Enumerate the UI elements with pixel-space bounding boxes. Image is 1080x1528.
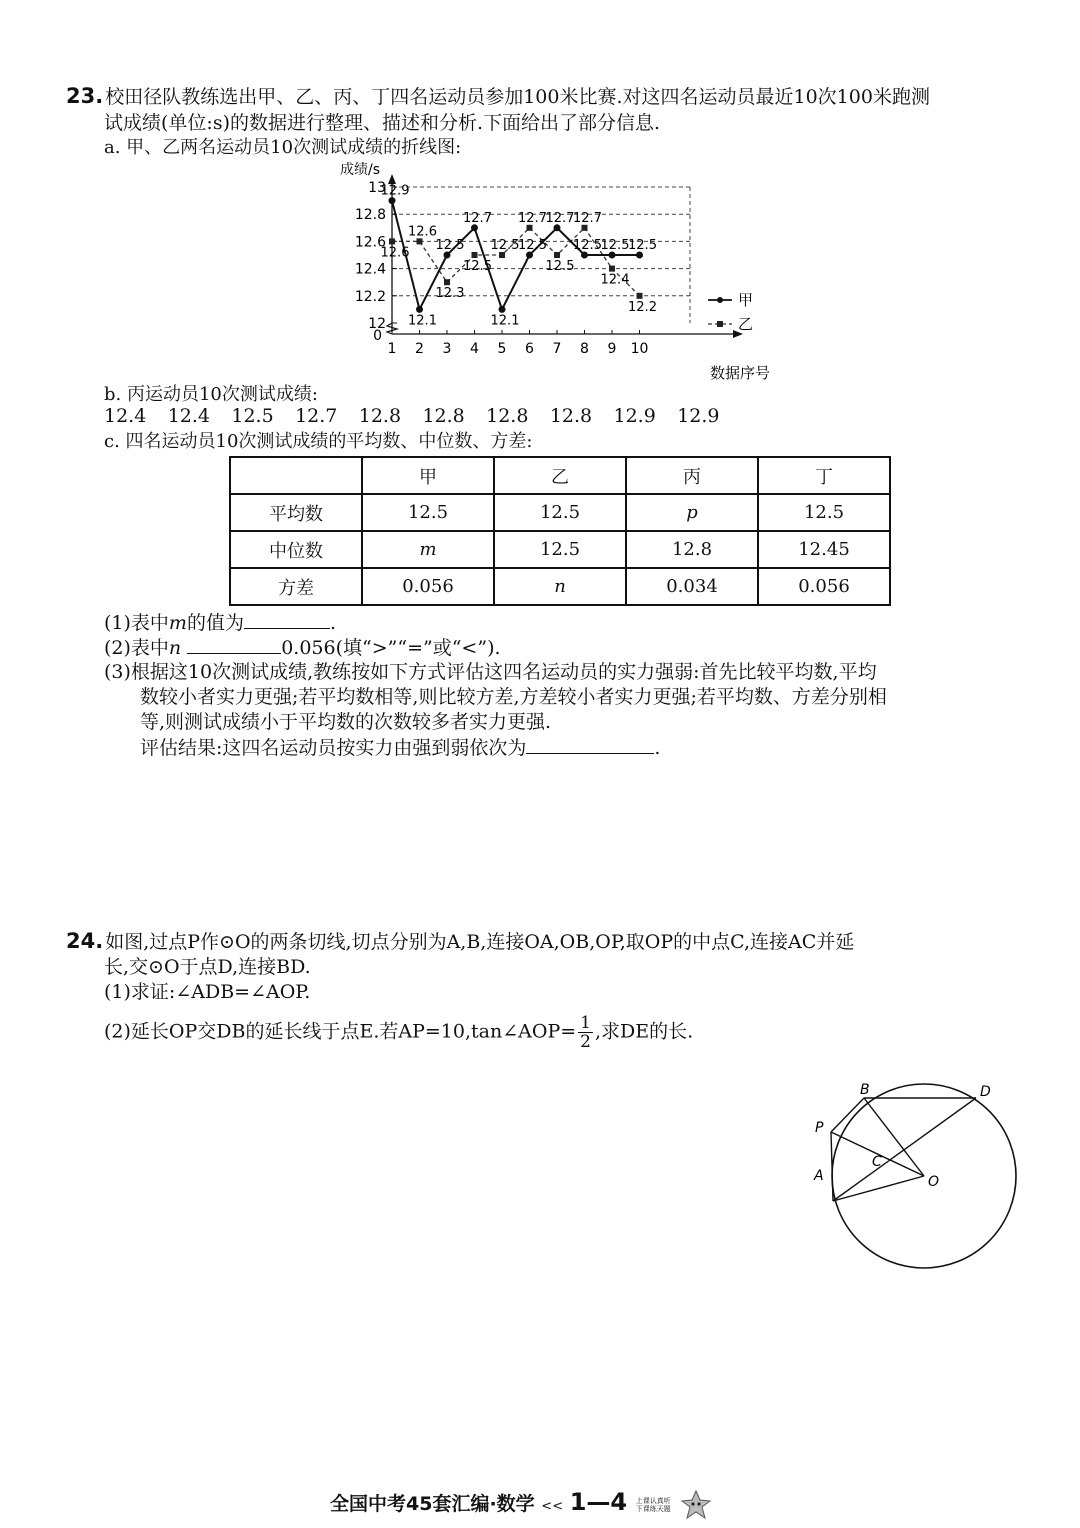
table-cell: 12.5 (758, 494, 890, 531)
chart-x-tick-label: 4 (470, 341, 479, 357)
chart-labels (381, 184, 753, 333)
table-row-median (230, 531, 890, 568)
q24-sub2: (2)延长OP交DB的延长线于点E.若AP=10,tan∠AOP= $\frac{1}{2}$ ,求DE的长. (104, 1013, 694, 1052)
table-row-variance (230, 568, 890, 605)
label-a: A (814, 1168, 824, 1184)
bing-score: 12.4 (167, 405, 210, 427)
line-chart (330, 152, 790, 388)
series-yi-data-label: 12.7 (518, 210, 547, 226)
chart-y-tick-label: 12.4 (354, 261, 386, 278)
answer-blank-n[interactable] (187, 635, 281, 654)
table-cell: 0.056 (758, 568, 890, 605)
segment-pb (831, 1098, 864, 1132)
series-yi-data-label: 12.5 (463, 259, 492, 274)
table-cell: 0.034 (626, 568, 758, 605)
chart-x-tick-label: 6 (525, 341, 534, 357)
q23-number: 23. (66, 84, 104, 108)
table-cell (230, 457, 362, 494)
footer-slogan: 上课认真听 下课练天题 (635, 1496, 671, 1513)
chart-x-tick-label: 8 (580, 341, 589, 357)
chart-x-tick-label: 7 (552, 341, 562, 357)
table-row-label: 平均数 (230, 494, 362, 531)
chart-x-tick-label: 1 (387, 341, 397, 357)
q23-part-c: c. 四名运动员10次测试成绩的平均数、中位数、方差: (104, 431, 533, 452)
chart-y-axis-label: 成绩/s (340, 162, 381, 178)
mascot-icon (681, 1490, 711, 1520)
table-cell: 12.45 (758, 531, 890, 568)
series-yi-point (609, 266, 615, 272)
series-yi-point (637, 293, 643, 299)
q23-stem-line2: 试成绩(单位:s)的数据进行整理、描述和分析.下面给出了部分信息. (104, 112, 661, 134)
answer-blank-m[interactable] (244, 610, 330, 629)
table-cell: 12.5 (362, 494, 494, 531)
series-yi-point (554, 252, 560, 258)
label-p: P (815, 1120, 824, 1136)
series-yi-point (472, 252, 478, 258)
series-yi-point (444, 279, 450, 285)
bing-score: 12.5 (231, 405, 274, 427)
series-jia-data-label: 12.1 (408, 313, 437, 329)
table-cell-p: p (626, 494, 758, 531)
bing-score: 12.8 (549, 405, 593, 427)
q24-stem-line1: 24. 如图,过点P作⊙O的两条切线,切点分别为A,B,连接OA,OB,OP,取OP的中点C,连接AC并延 (66, 929, 855, 953)
table-header-ding: 丁 (758, 457, 890, 494)
legend-yi-label: 乙 (738, 315, 754, 333)
series-jia-data-label: 12.5 (435, 238, 465, 253)
series-yi-data-label: 12.7 (573, 210, 602, 226)
series-jia-data-label: 12.1 (490, 313, 520, 329)
q23-sub3-line2: 数较小者实力更强;若平均数相等,则比较方差,方差较小者实力更强;若平均数、方差分别相 (140, 686, 887, 708)
q23-sub3-line1: (3)根据这10次测试成绩,教练按如下方式评估这四名运动员的实力强弱:首先比较平均数,平均 (104, 661, 877, 683)
series-jia-data-label: 12.5 (600, 238, 630, 253)
q24-stem-line2: 长,交⊙O于点D,连接BD. (104, 956, 311, 978)
series-yi-data-label: 12.2 (628, 299, 657, 315)
bing-score: 12.8 (358, 405, 402, 427)
bing-score: 12.7 (295, 405, 338, 427)
label-c: C (872, 1154, 882, 1170)
chart-origin-label: 0 (373, 328, 382, 344)
bing-score: 12.9 (677, 405, 720, 427)
legend-jia-label: 甲 (738, 291, 754, 309)
series-yi-data-label: 12.3 (435, 286, 465, 302)
table-header-yi: 乙 (494, 457, 626, 494)
series-yi-data-label: 12.5 (545, 259, 575, 274)
label-o: O (928, 1174, 940, 1190)
series-jia-point (499, 306, 506, 313)
bing-scores (104, 405, 741, 427)
q23-sub2: (2)表中n 0.056(填“>”“=”或“<”). (104, 637, 501, 659)
stats-table (229, 456, 891, 606)
q24-sub1: (1)求证:∠ADB=∠AOP. (104, 981, 311, 1003)
table-header-jia: 甲 (362, 457, 494, 494)
bing-score: 12.8 (486, 405, 529, 427)
series-yi-data-label: 12.4 (600, 272, 630, 288)
chart-y-tick-label: 12.2 (354, 288, 386, 305)
chart-x-tick-label: 5 (497, 341, 507, 357)
table-header-row (230, 457, 890, 494)
series-yi-data-label: 12.5 (490, 238, 520, 253)
chart-x-tick-label: 10 (630, 341, 649, 357)
series-jia-data-label: 12.5 (518, 238, 547, 253)
table-cell: 12.5 (494, 494, 626, 531)
bing-score: 12.8 (422, 405, 465, 427)
q24-number: 24. (66, 929, 104, 953)
legend-yi-marker (717, 321, 723, 327)
chart-y-arrow (388, 174, 396, 184)
circle-tangent-figure (800, 1070, 1040, 1270)
label-d: D (980, 1084, 991, 1100)
legend-jia-marker (717, 297, 723, 303)
series-yi-point (389, 238, 395, 244)
series-jia-data-label: 12.7 (463, 210, 492, 226)
fraction-one-half: $\frac{1}{2}$ (580, 1013, 591, 1052)
series-jia-point (416, 306, 423, 313)
series-yi-data-label: 12.6 (380, 245, 410, 261)
chart-x-tick-label: 9 (607, 341, 617, 357)
chart-x-tick-label: 3 (442, 341, 452, 357)
table-cell: 12.5 (494, 531, 626, 568)
series-yi-data-label: 12.6 (408, 224, 437, 240)
table-row-label: 方差 (230, 568, 362, 605)
q23-sub3-line4: 评估结果:这四名运动员按实力由强到弱依次为 . (140, 737, 661, 759)
chart-x-axis-label: 数据序号 (710, 364, 771, 382)
series-jia-data-label: 12.5 (628, 238, 657, 253)
table-cell: 0.056 (362, 568, 494, 605)
q23-sub1: (1)表中m的值为 . (104, 612, 337, 634)
chart-y-tick-label: 12 (368, 316, 386, 332)
chart-y-tick-label: 13 (368, 180, 386, 196)
series-jia-data-label: 12.9 (380, 183, 410, 199)
page-footer (330, 1488, 711, 1520)
footer-arrows: << (541, 1499, 564, 1514)
segment-pa (831, 1132, 833, 1201)
label-b: B (860, 1082, 870, 1098)
series-jia-data-label: 12.5 (573, 238, 602, 253)
footer-title: 全国中考45套汇编·数学 (330, 1493, 535, 1515)
chart-y-tick-label: 12.6 (354, 234, 386, 251)
table-row-mean (230, 494, 890, 531)
answer-blank-ranking[interactable] (526, 735, 654, 754)
q23-stem-line1: 23. 校田径队教练选出甲、乙、丙、丁四名运动员参加100米比赛.对这四名运动员最近10次100米跑测 (66, 84, 930, 108)
bing-score: 12.4 (104, 405, 147, 427)
table-cell: 12.8 (626, 531, 758, 568)
bing-score: 12.9 (613, 405, 656, 427)
q23-part-a: a. 甲、乙两名运动员10次测试成绩的折线图: (104, 137, 462, 158)
segment-oa (833, 1176, 924, 1201)
q23-part-b: b. 丙运动员10次测试成绩: (104, 384, 318, 405)
page-number: 1—4 (569, 1488, 628, 1516)
series-jia-data-label: 12.7 (545, 210, 575, 226)
chart-x-tick-label: 2 (415, 341, 424, 357)
table-cell-n: n (494, 568, 626, 605)
table-row-label: 中位数 (230, 531, 362, 568)
chart-y-tick-label: 12.8 (354, 207, 386, 224)
table-cell-m: m (362, 531, 494, 568)
table-header-bing: 丙 (626, 457, 758, 494)
segment-ad (833, 1098, 976, 1201)
q23-sub3-line3: 等,则测试成绩小于平均数的次数较多者实力更强. (140, 711, 552, 733)
